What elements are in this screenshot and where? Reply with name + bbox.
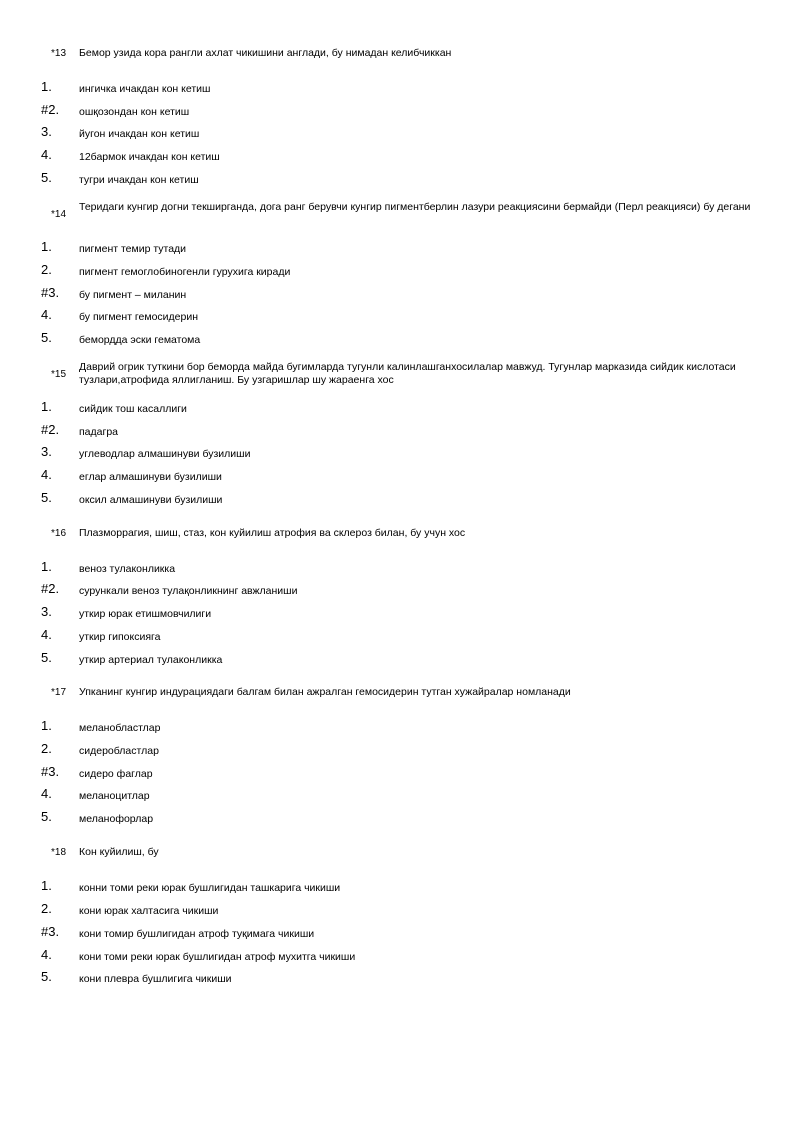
answer-option	[0, 764, 800, 784]
option-marker: 3.	[41, 444, 52, 459]
answer-option	[0, 285, 800, 305]
answer-option	[0, 901, 800, 921]
answer-option	[0, 79, 800, 99]
option-text: меланоцитлар	[79, 790, 150, 802]
option-marker: 1.	[41, 718, 52, 733]
answer-option	[0, 422, 800, 442]
question-18	[0, 846, 800, 866]
option-text: бемордда эски гематома	[79, 334, 201, 346]
option-text: оксил алмашинуви бузилиши	[79, 494, 223, 506]
option-marker: 5.	[41, 969, 52, 984]
option-text: йугон ичакдан кон кетиш	[79, 128, 200, 140]
option-marker: 2.	[41, 262, 52, 277]
option-marker: 5.	[41, 809, 52, 824]
answer-option	[0, 924, 800, 944]
option-text: уткир юрак етишмовчилиги	[79, 608, 212, 620]
option-text: кони юрак халтасига чикиши	[79, 905, 219, 917]
question-number: *14	[51, 209, 67, 220]
option-text: веноз тулаконликка	[79, 563, 176, 575]
question-text: Теридаги кунгир догни текширганда, дога ранг берувчи кунгир пигментберлин лазури реакциясини бермайди (Перл реакцияси) бу дегани	[79, 201, 751, 213]
question-header	[0, 527, 800, 547]
option-marker: 3.	[41, 124, 52, 139]
question-number: *13	[51, 48, 67, 59]
question-header	[0, 47, 800, 67]
option-marker: #3.	[41, 924, 60, 939]
answer-option	[0, 444, 800, 464]
question-16	[0, 527, 800, 547]
question-text: Даврий огрик туткини бор беморда майда бугимларда тугунли калинлашганхосилалар мавжуд. Тугунлар марказида сийдик кислотаси тузлари,атрофида яллигланиш. Бу узгаришлар шу жараенга хос	[79, 361, 736, 386]
option-text: пигмент гемоглобиногенли гурухига киради	[79, 266, 291, 278]
option-marker: 1.	[41, 239, 52, 254]
answer-option	[0, 604, 800, 624]
option-text: уткир артериал тулаконликка	[79, 654, 223, 666]
question-header	[0, 686, 800, 706]
option-marker: 5.	[41, 650, 52, 665]
option-marker: 1.	[41, 878, 52, 893]
answer-option	[0, 147, 800, 167]
answer-option	[0, 467, 800, 487]
answer-option	[0, 878, 800, 898]
answer-option	[0, 718, 800, 738]
option-marker: 5.	[41, 330, 52, 345]
option-text: конни томи реки юрак бушлигидан ташкарига чикиши	[79, 882, 341, 894]
question-13	[0, 47, 800, 67]
option-marker: #2.	[41, 102, 60, 117]
option-marker: 5.	[41, 170, 52, 185]
option-text: бу пигмент гемосидерин	[79, 311, 198, 323]
option-text: кони томи реки юрак бушлигидан атроф мухитга чикиши	[79, 951, 356, 963]
option-text: уткир гипоксияга	[79, 631, 161, 643]
option-marker: 4.	[41, 467, 52, 482]
question-number: *16	[51, 528, 67, 539]
option-marker: 1.	[41, 79, 52, 94]
answer-option	[0, 969, 800, 989]
option-text: сийдик тош касаллиги	[79, 403, 187, 415]
option-marker: 4.	[41, 786, 52, 801]
option-marker: 4.	[41, 147, 52, 162]
option-marker: 4.	[41, 947, 52, 962]
answer-option	[0, 330, 800, 350]
question-number: *17	[51, 687, 67, 698]
answer-option	[0, 124, 800, 144]
option-marker: #2.	[41, 581, 60, 596]
option-text: еглар алмашинуви бузилиши	[79, 471, 222, 483]
answer-option	[0, 786, 800, 806]
question-15	[0, 361, 800, 386]
option-marker: #3.	[41, 285, 60, 300]
option-marker: 5.	[41, 490, 52, 505]
question-text: Кон куйилиш, бу	[79, 846, 159, 858]
option-text: кони плевра бушлигига чикиши	[79, 973, 232, 985]
option-marker: 1.	[41, 559, 52, 574]
option-marker: 3.	[41, 604, 52, 619]
answer-option	[0, 650, 800, 670]
option-marker: #3.	[41, 764, 60, 779]
option-text: сурункали веноз тулақонликнинг авжланиши	[79, 585, 298, 597]
answer-option	[0, 102, 800, 122]
answer-option	[0, 741, 800, 761]
answer-option	[0, 581, 800, 601]
question-text: Плазморрагия, шиш, стаз, кон куйилиш атрофия ва склероз билан, бу учун хос	[79, 527, 466, 539]
question-number: *15	[51, 369, 67, 380]
question-header	[0, 846, 800, 866]
answer-option	[0, 170, 800, 190]
question-14	[0, 201, 800, 221]
answer-option	[0, 307, 800, 327]
question-text: Упканинг кунгир индурациядаги балгам билан ажралган гемосидерин тутган хужайралар номланади	[79, 686, 571, 698]
answer-option	[0, 262, 800, 282]
question-number: *18	[51, 847, 67, 858]
option-text: ошқозондан кон кетиш	[79, 106, 190, 118]
question-header	[0, 201, 800, 221]
option-text: бу пигмент – миланин	[79, 289, 187, 301]
answer-option	[0, 809, 800, 829]
option-marker: 2.	[41, 741, 52, 756]
option-marker: 1.	[41, 399, 52, 414]
question-header	[0, 361, 800, 386]
answer-option	[0, 559, 800, 579]
question-text: Бемор узида кора рангли ахлат чикишини англади, бу нимадан келибчиккан	[79, 47, 452, 59]
option-text: пигмент темир тутади	[79, 243, 187, 255]
option-marker: 4.	[41, 627, 52, 642]
option-text: 12бармок ичакдан кон кетиш	[79, 151, 220, 163]
option-text: падагра	[79, 426, 119, 438]
answer-option	[0, 627, 800, 647]
option-text: кони томир бушлигидан атроф туқимага чикиши	[79, 928, 315, 940]
option-marker: #2.	[41, 422, 60, 437]
option-text: ингичка ичакдан кон кетиш	[79, 83, 211, 95]
option-text: сидеро фаглар	[79, 768, 153, 780]
answer-option	[0, 947, 800, 967]
option-marker: 2.	[41, 901, 52, 916]
answer-option	[0, 399, 800, 419]
option-text: тугри ичакдан кон кетиш	[79, 174, 199, 186]
answer-option	[0, 490, 800, 510]
option-text: меланобластлар	[79, 722, 161, 734]
option-text: сидеробластлар	[79, 745, 159, 757]
answer-option	[0, 239, 800, 259]
option-text: меланофорлар	[79, 813, 154, 825]
option-text: углеводлар алмашинуви бузилиши	[79, 448, 251, 460]
question-17	[0, 686, 800, 706]
option-marker: 4.	[41, 307, 52, 322]
